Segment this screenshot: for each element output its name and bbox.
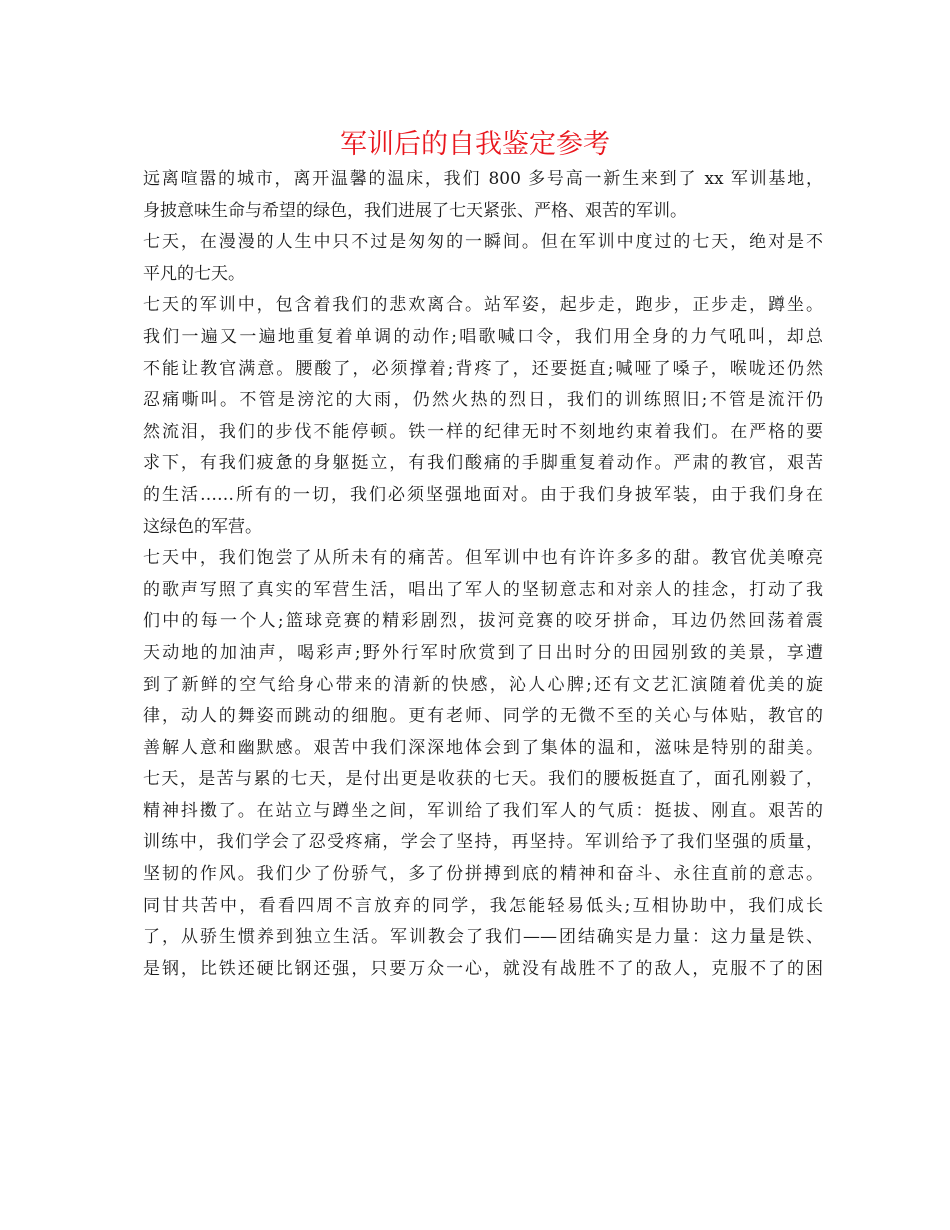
text-line: 七天，是苦与累的七天，是付出更是收获的七天。我们的腰板挺直了，面孔刚毅了， xyxy=(143,769,823,790)
text-line: 求下，有我们疲惫的身躯挺立，有我们酸痛的手脚重复着动作。严肃的教官，艰苦 xyxy=(143,453,823,474)
text-line: 忍痛嘶叫。不管是滂沱的大雨，仍然火热的烈日，我们的训练照旧;不管是流汗仍 xyxy=(143,390,823,411)
text-line: 的生活……所有的一切，我们必须坚强地面对。由于我们身披军装，由于我们身在 xyxy=(143,484,823,505)
page-title: 军训后的自我鉴定参考 xyxy=(340,129,610,160)
text-line: 了，从骄生惯养到独立生活。军训教会了我们——团结确实是力量：这力量是铁、 xyxy=(143,927,823,948)
text-line: 身披意味生命与希望的绿色，我们进展了七天紧张、严格、艰苦的军训。 xyxy=(143,200,687,221)
text-line: 然流泪，我们的步伐不能停顿。铁一样的纪律无时不刻地约束着我们。在严格的要 xyxy=(143,421,823,442)
text-line: 是钢，比铁还硬比钢还强，只要万众一心，就没有战胜不了的敌人，克服不了的困 xyxy=(143,958,823,979)
text-line: 平凡的七天。 xyxy=(143,263,245,284)
text-line: 善解人意和幽默感。艰苦中我们深深地体会到了集体的温和，滋味是特别的甜美。 xyxy=(143,737,823,758)
document-body xyxy=(143,164,823,985)
text-line: 精神抖擞了。在站立与蹲坐之间，军训给了我们军人的气质：挺拔、刚直。艰苦的 xyxy=(143,800,823,821)
text-line: 训练中，我们学会了忍受疼痛，学会了坚持，再坚持。军训给予了我们坚强的质量， xyxy=(143,832,823,853)
text-line: 天动地的加油声，喝彩声;野外行军时欣赏到了日出时分的田园别致的美景，享遭 xyxy=(143,642,823,663)
text-line: 到了新鲜的空气给身心带来的清新的快感，沁人心脾;还有文艺汇演随着优美的旋 xyxy=(143,674,823,695)
text-line: 坚韧的作风。我们少了份骄气，多了份拼搏到底的精神和奋斗、永往直前的意志。 xyxy=(143,864,823,885)
text-line: 远离喧嚣的城市，离开温馨的温床，我们 800 多号高一新生来到了 xx 军训基地， xyxy=(143,169,823,189)
text-line: 我们一遍又一遍地重复着单调的动作;唱歌喊口令，我们用全身的力气吼叫，却总 xyxy=(143,326,823,347)
text-line: 同甘共苦中，看看四周不言放弃的同学，我怎能轻易低头;互相协助中，我们成长 xyxy=(143,895,823,916)
text-line: 们中的每一个人;篮球竞赛的精彩剧烈，拔河竞赛的咬牙拼命，耳边仍然回荡着震 xyxy=(143,611,823,632)
text-line: 七天的军训中，包含着我们的悲欢离合。站军姿，起步走，跑步，正步走，蹲坐。 xyxy=(143,295,823,316)
text-line: 的歌声写照了真实的军营生活，唱出了军人的坚韧意志和对亲人的挂念，打动了我 xyxy=(143,579,823,600)
text-line: 七天中，我们饱尝了从所未有的痛苦。但军训中也有许许多多的甜。教官优美嘹亮 xyxy=(143,548,823,569)
text-line: 律，动人的舞姿而跳动的细胞。更有老师、同学的无微不至的关心与体贴，教官的 xyxy=(143,706,823,727)
text-line: 七天，在漫漫的人生中只不过是匆匆的一瞬间。但在军训中度过的七天，绝对是不 xyxy=(143,232,823,253)
text-line: 这绿色的军营。 xyxy=(143,516,262,537)
text-line: 不能让教官满意。腰酸了，必须撑着;背疼了，还要挺直;喊哑了嗓子，喉咙还仍然 xyxy=(143,358,823,379)
